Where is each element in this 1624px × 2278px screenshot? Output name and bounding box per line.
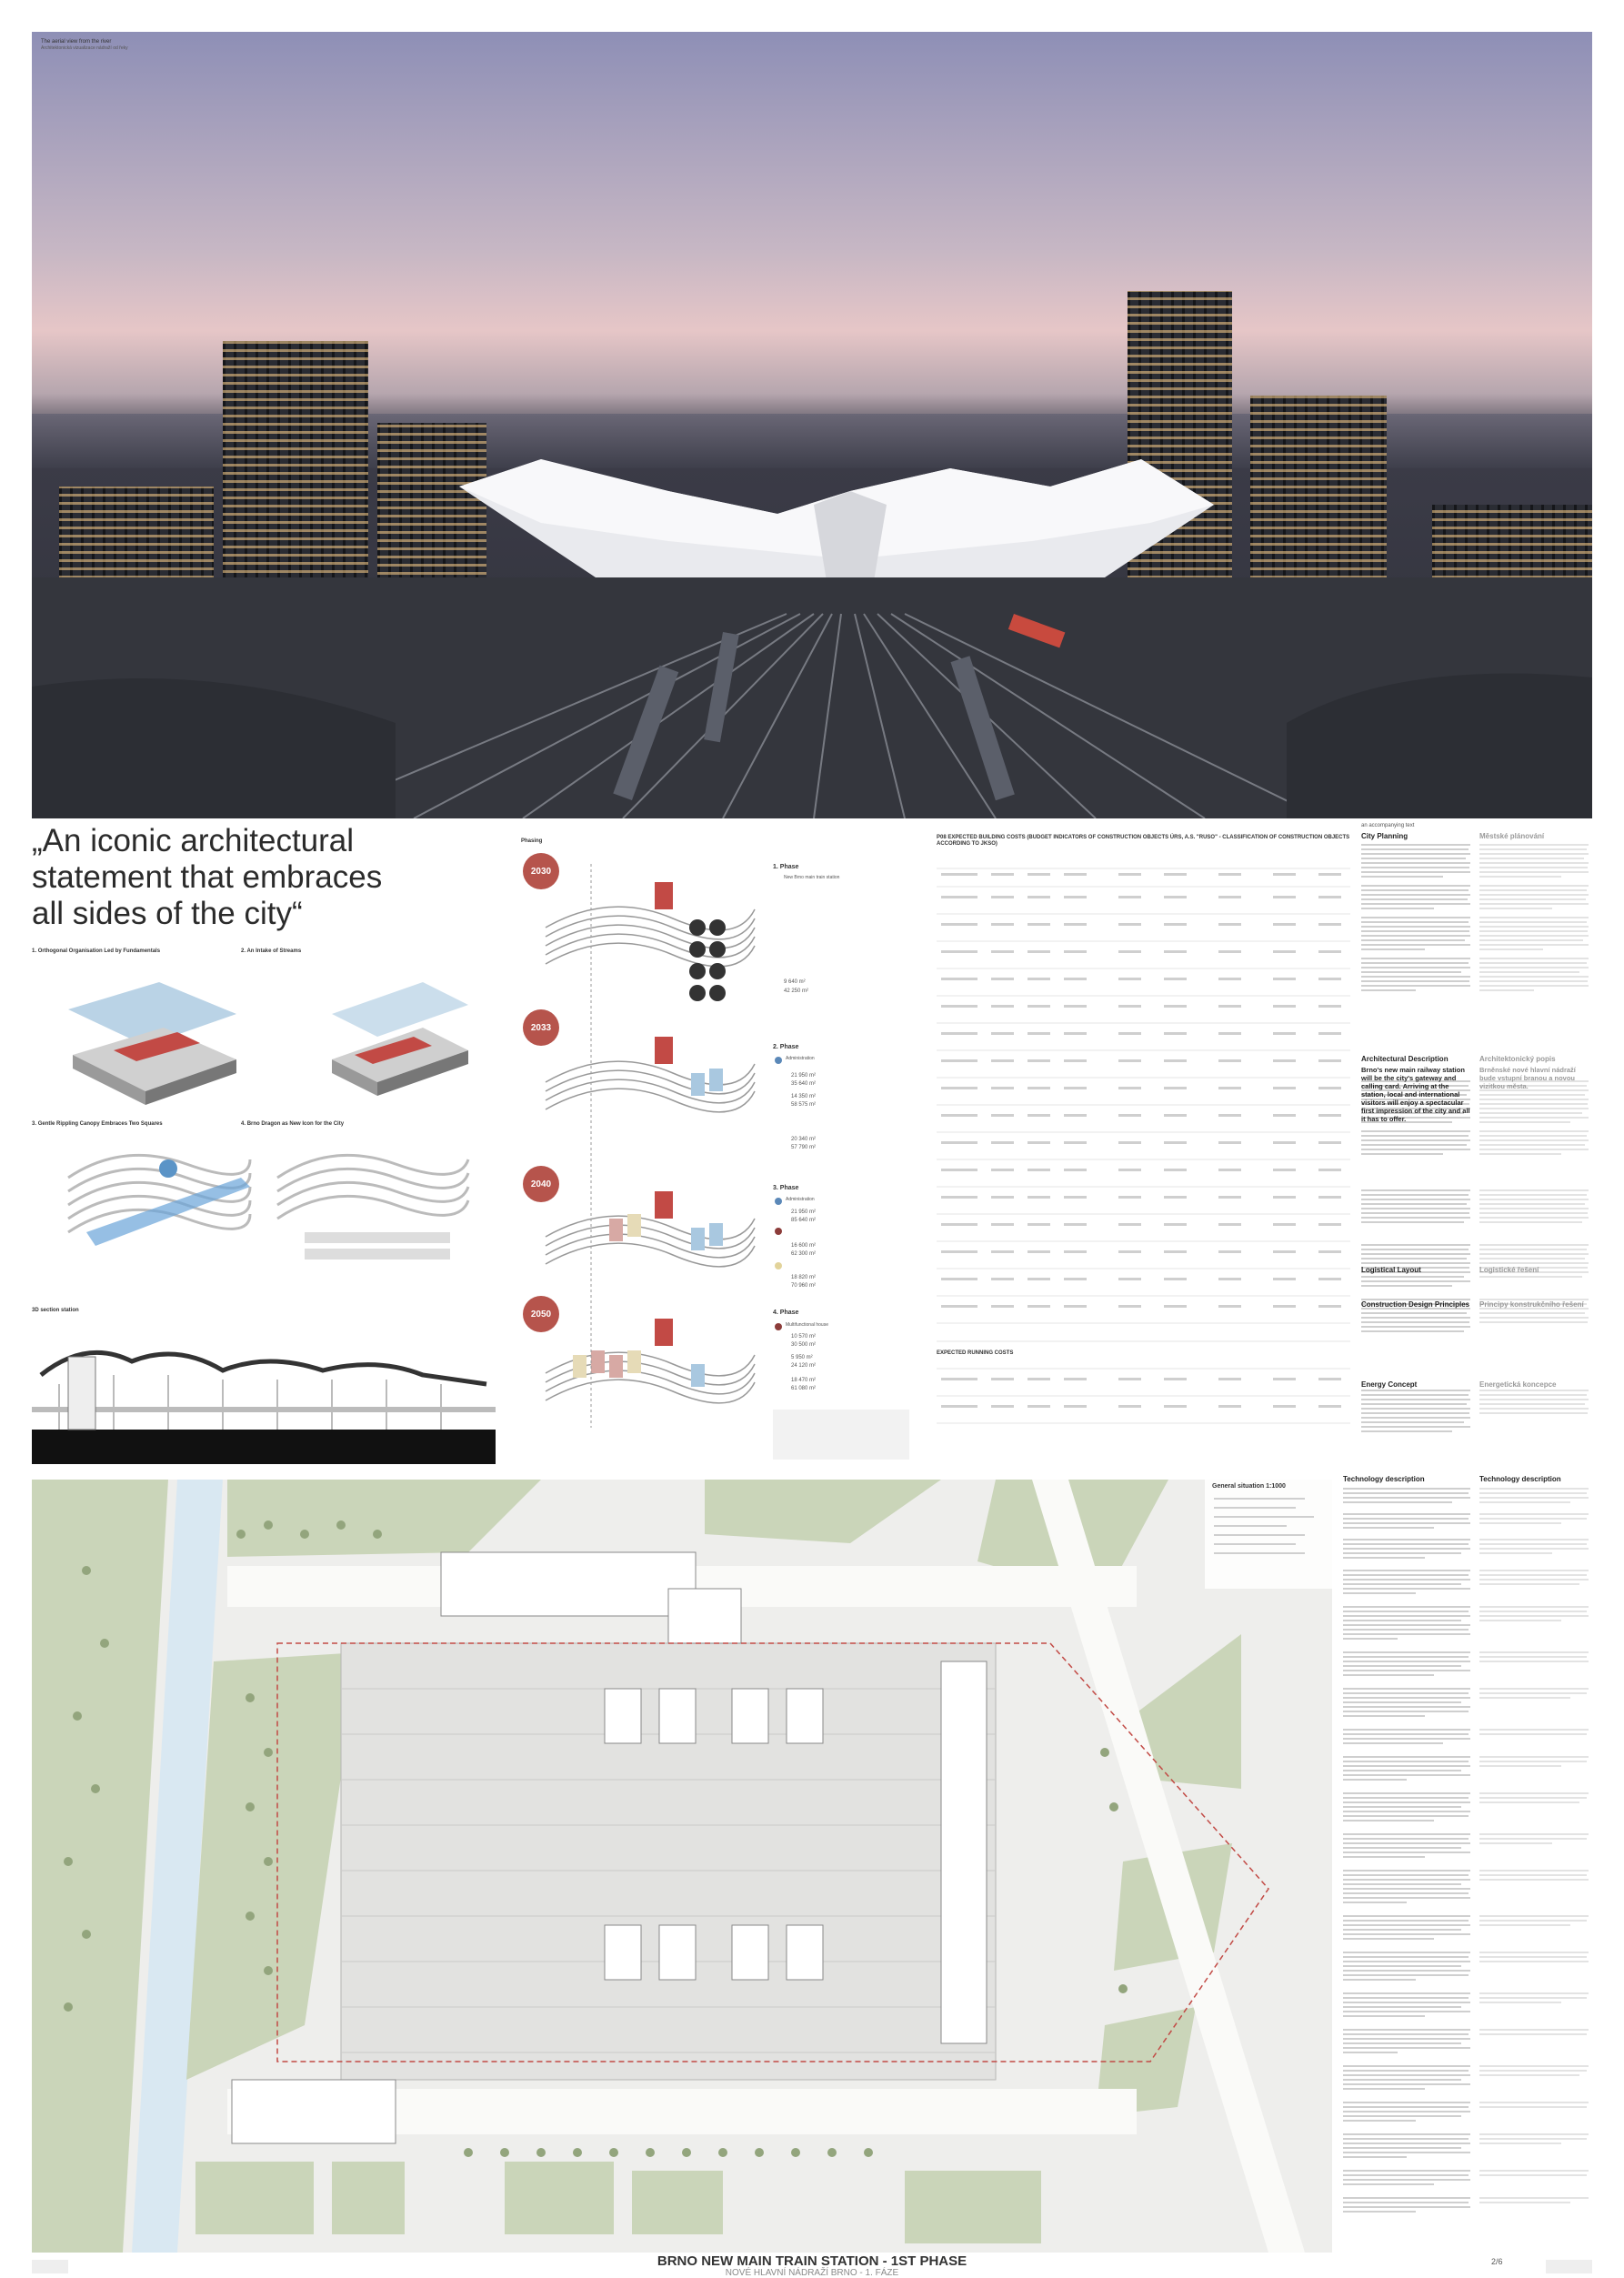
- phase-3-label: 3. Phase: [773, 1185, 799, 1191]
- phase-2-area-2: 35 640 m²: [791, 1081, 817, 1087]
- phase-3-text: Administration: [786, 1197, 815, 1202]
- multifunctional-legend-dot-4: [775, 1323, 782, 1330]
- phase-3-year: 2040: [523, 1166, 559, 1202]
- construction-heading: Construction Design Principles: [1361, 1300, 1470, 1309]
- phase-4-area-4: 24 120 m²: [791, 1363, 817, 1369]
- logical-layout-heading-cz: Logistické řešení: [1479, 1266, 1539, 1274]
- admin-legend-dot: [775, 1057, 782, 1064]
- admin-legend-dot-3: [775, 1198, 782, 1205]
- phase-note-box: [773, 1410, 909, 1460]
- phasing-heading: Phasing: [521, 838, 543, 844]
- text-columns-body: [1361, 844, 1593, 1462]
- energy-heading: Energy Concept: [1361, 1380, 1418, 1389]
- phase-4-area-6: 61 080 m²: [791, 1386, 817, 1391]
- energy-heading-cz: Energetická koncepce: [1479, 1380, 1557, 1389]
- tech-columns-body: [1343, 1488, 1593, 2233]
- hero-render: [32, 32, 1592, 818]
- phase-2-area-3: 14 350 m²: [791, 1094, 817, 1099]
- phase-3-area-6: 70 960 m²: [791, 1283, 817, 1289]
- phase-1-area-2: 42 250 m²: [784, 988, 809, 994]
- phasing-isometrics: [509, 846, 782, 1455]
- concept-3-title: 3. Gentle Rippling Canopy Embraces Two Squares: [32, 1121, 163, 1127]
- headline-quote: [32, 823, 496, 932]
- phase-2-area-5: 20 340 m²: [791, 1137, 817, 1142]
- phase-4-area-3: 5 950 m²: [791, 1355, 813, 1360]
- site-plan-drawing: [32, 1480, 1332, 2253]
- phase-3-area-5: 18 820 m²: [791, 1275, 817, 1280]
- running-costs-title: EXPECTED RUNNING COSTS: [937, 1350, 1014, 1356]
- phase-4-year: 2050: [523, 1296, 559, 1332]
- logical-layout-heading: Logistical Layout: [1361, 1266, 1421, 1274]
- phase-2-area-6: 57 790 m²: [791, 1145, 817, 1150]
- hero-caption: The aerial view from the river: [41, 39, 112, 45]
- quote-line-2: statement that embraces: [32, 859, 383, 895]
- phase-4-area-5: 18 470 m²: [791, 1378, 817, 1383]
- phase-2-text: Administration: [786, 1056, 815, 1061]
- housing-legend-dot: [775, 1262, 782, 1269]
- phase-3-area-1: 21 950 m²: [791, 1209, 817, 1215]
- arch-lead-text: Brno's new main railway station will be the city's gateway and calling card. Arriving at the station, local and international visitors will enjoy a spectacular first impression of the city and all it has to offer.: [1361, 1066, 1470, 1123]
- footer-subtitle: NOVÉ HLAVNÍ NÁDRAŽÍ BRNO - 1. FÁZE: [725, 2268, 899, 2278]
- cost-table-grid: [937, 859, 1355, 1460]
- phase-1-label: 1. Phase: [773, 864, 799, 870]
- construction-heading-cz: Principy konstrukčního řešení: [1479, 1300, 1584, 1309]
- phase-3-area-3: 16 600 m²: [791, 1243, 817, 1249]
- accompanying-text-label: an accompanying text: [1361, 823, 1415, 828]
- arch-desc-heading: Architectural Description: [1361, 1055, 1449, 1063]
- phase-2-area-4: 58 575 m²: [791, 1102, 817, 1108]
- canopy-roof: [32, 32, 1592, 818]
- phase-3-area-4: 62 300 m²: [791, 1251, 817, 1257]
- phase-4-area-1: 10 570 m²: [791, 1334, 817, 1340]
- phase-4-area-2: 30 500 m²: [791, 1342, 817, 1348]
- quote-line-1: „An iconic architectural: [32, 823, 355, 858]
- cost-table: [937, 835, 1350, 848]
- phase-2-year: 2033: [523, 1009, 559, 1046]
- cost-table-title: P08 EXPECTED BUILDING COSTS (BUDGET INDICATORS OF CONSTRUCTION OBJECTS ÚRS, A.S. "RUSO" - CLASSIFICATION OF CONSTRUCTION OBJECTS ACCORDING TO JKSO): [937, 835, 1350, 847]
- concept-1-title: 1. Orthogonal Organisation Led by Fundamentals: [32, 948, 161, 954]
- phase-2-label: 2. Phase: [773, 1044, 799, 1050]
- transport-icons: [687, 918, 741, 1019]
- multifunctional-legend-dot: [775, 1228, 782, 1235]
- tech-heading: Technology description: [1343, 1475, 1425, 1483]
- concept-diagrams: [32, 959, 496, 1305]
- phase-2-area-1: 21 950 m²: [791, 1073, 817, 1079]
- phase-1-text: New Brno main train station: [784, 875, 840, 880]
- footer-title: BRNO NEW MAIN TRAIN STATION - 1ST PHASE: [657, 2253, 967, 2269]
- section-label: 3D section station: [32, 1308, 79, 1313]
- phase-4-label: 4. Phase: [773, 1310, 799, 1316]
- section-drawing: [32, 1320, 496, 1464]
- city-planning-heading: City Planning: [1361, 832, 1408, 840]
- concept-2-title: 2. An Intake of Streams: [241, 948, 302, 954]
- hero-caption-cz: Architektonická vizualizace nádraží od řeky: [41, 45, 128, 51]
- legend-title: General situation 1:1000: [1212, 1483, 1286, 1490]
- page-number: 2/6: [1491, 2257, 1503, 2266]
- phase-4-text: Multifunctional house: [786, 1322, 828, 1328]
- quote-line-3: all sides of the city“: [32, 896, 303, 931]
- arch-desc-heading-cz: Architektonický popis: [1479, 1055, 1556, 1063]
- phase-3-area-2: 85 640 m²: [791, 1218, 817, 1223]
- phase-1-area-1: 9 640 m²: [784, 979, 806, 985]
- city-planning-heading-cz: Městské plánování: [1479, 832, 1545, 840]
- site-plan: [32, 1480, 1332, 2253]
- phase-1-year: 2030: [523, 853, 559, 889]
- arch-lead-text-cz: Brněnské nové hlavní nádraží bude vstupní branou a novou vizitkou města.: [1479, 1066, 1576, 1090]
- concept-4-title: 4. Brno Dragon as New Icon for the City: [241, 1121, 345, 1127]
- tech-heading-cz: Technology description: [1479, 1475, 1561, 1483]
